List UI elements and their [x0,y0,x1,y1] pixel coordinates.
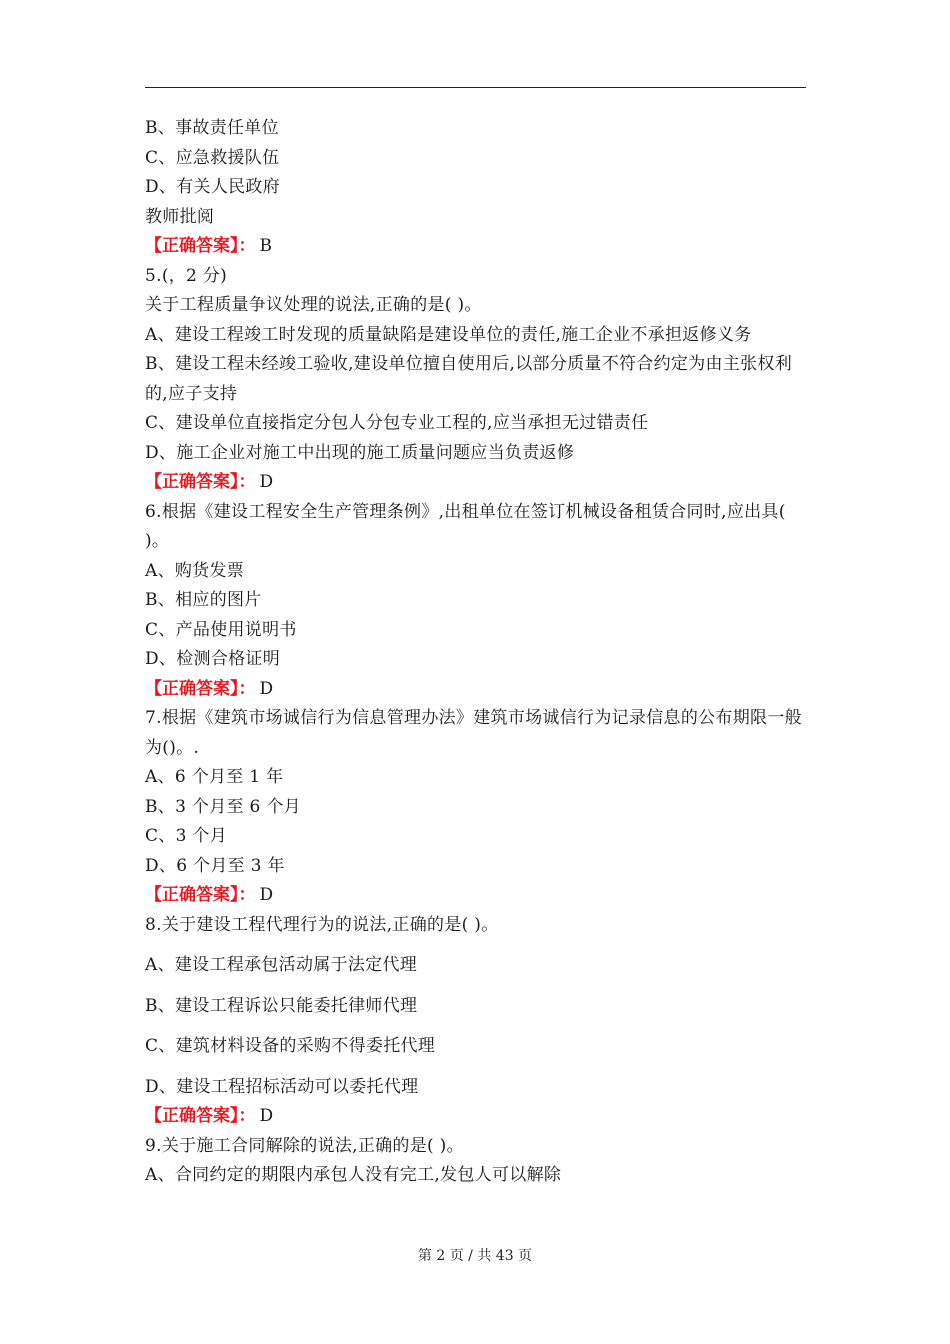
correct-answer [145,468,810,498]
option-a: A、建设工程承包活动属于法定代理 [145,955,418,975]
option-c: C、建设单位直接指定分包人分包专业工程的,应当承担无过错责任 [145,413,649,433]
option-b: B、事故责任单位 [145,118,279,138]
header-rule [145,87,806,88]
correct-answer-tag: 【正确答案】： [145,236,256,256]
document-body [145,114,810,1191]
option-a: A、购货发票 [145,560,245,581]
correct-answer-tag: 【正确答案】： [145,472,256,492]
correct-answer-tag: 【正确答案】： [145,1106,256,1126]
option-b: B、3 个月至 6 个月 [145,796,301,817]
option-b: B、建设工程诉讼只能委托律师代理 [145,995,418,1016]
correct-answer [145,1102,810,1132]
teacher-review-label: 教师批阅 [145,206,215,227]
option-c: C、应急救援队伍 [145,147,280,168]
option-c: C、建筑材料设备的采购不得委托代理 [145,1036,436,1056]
correct-answer-value: D [259,885,274,905]
correct-answer [145,881,810,911]
correct-answer [145,232,810,262]
correct-answer [145,675,810,705]
correct-answer-value: D [259,1106,274,1126]
question-text: 7.根据《建筑市场诚信行为信息管理办法》建筑市场诚信行为记录信息的公布期限一般为()。. [145,708,802,758]
option-d: D、有关人民政府 [145,177,281,197]
correct-answer-tag: 【正确答案】： [145,885,256,905]
correct-answer-tag: 【正确答案】： [145,678,256,699]
option-d: D、建设工程招标活动可以委托代理 [145,1076,419,1097]
option-b: B、相应的图片 [145,590,262,610]
correct-answer-value: D [259,472,274,492]
option-d: D、6 个月至 3 年 [145,855,285,876]
question-text: 6.根据《建设工程安全生产管理条例》,出租单位在签订机械设备租赁合同时,应出具( )。 [145,501,786,551]
question-text: 关于工程质量争议处理的说法,正确的是( )。 [145,295,482,315]
question-text: 8.关于建设工程代理行为的说法,正确的是( )。 [145,914,499,935]
option-c: C、3 个月 [145,826,228,846]
correct-answer-value: D [259,678,274,699]
page-footer: 第 2 页 / 共 43 页 [417,1248,533,1264]
option-a: A、建设工程竣工时发现的质量缺陷是建设单位的责任,施工企业不承担返修义务 [145,324,752,345]
question-number: 5.(，2 分) [145,265,228,286]
question-text: 9.关于施工合同解除的说法,正确的是( )。 [145,1135,464,1156]
option-a: A、6 个月至 1 年 [145,767,284,787]
option-d: D、施工企业对施工中出现的施工质量问题应当负责返修 [145,442,575,463]
option-b: B、建设工程未经竣工验收,建设单位擅自使用后,以部分质量不符合约定为由主张权利的,应子支持 [145,354,792,404]
correct-answer-value: B [259,236,272,256]
option-c: C、产品使用说明书 [145,619,297,640]
option-a: A、合同约定的期限内承包人没有完工,发包人可以解除 [145,1165,562,1185]
option-d: D、检测合格证明 [145,649,281,669]
